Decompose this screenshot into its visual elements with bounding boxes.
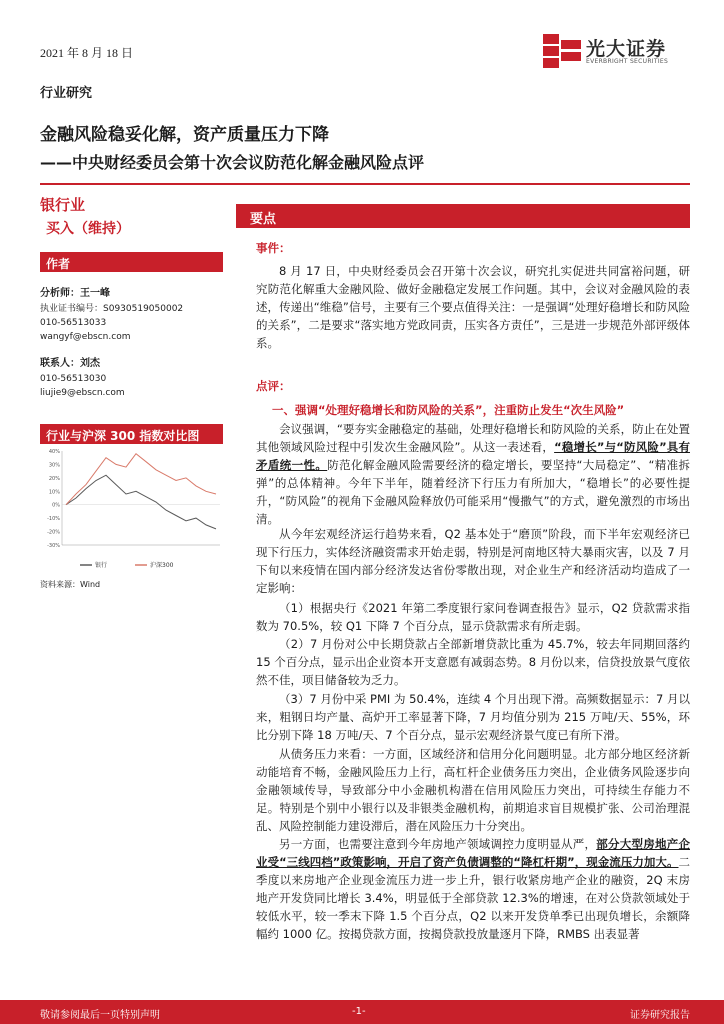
y-tick-label: -20% <box>47 529 60 536</box>
comparison-chart <box>40 445 223 575</box>
p1-text-a: 会议强调，“要夯实金融稳定的基础，处理好稳增长和防风险的关系，防止在处置其他领域风险过程中引发次生金融风险”。从这一表述看， <box>256 422 690 454</box>
series-line-1 <box>66 454 216 505</box>
p1-text-c: 防范化解金融风险需要经济的稳定增长，要坚持“大局稳定”、“精准拆弹”的总体精神。今年下半年，随着经济下行压力有所加大，“稳增长”的必要性提升，“防风险”的视角下金融风险释放仍可能采用“慢撒气”的方式，避免激烈的市场出清。 <box>256 458 691 526</box>
chart-header-label: 行业与沪深 300 指数对比图 <box>46 429 200 443</box>
contact-email[interactable]: liujie9@ebscn.com <box>40 388 125 398</box>
legend-label-0: 银行 <box>95 562 108 569</box>
license-number: 执业证书编号：S0930519050002 <box>40 304 184 314</box>
y-tick-label: 20% <box>48 475 60 482</box>
footer <box>0 1000 724 1024</box>
paragraph-2: 从今年宏观经济运行趋势来看，Q2 基本处于“磨顶”阶段，而下半年宏观经济已现下行压力，实体经济融资需求开始走弱，特别是河南地区特大暴雨灾害，以及 7 月下旬以来疫情在国内部分经济发达省份零散出现，对企业生产和经济活动均造成了一定影响： <box>256 527 690 595</box>
y-tick-label: 40% <box>48 449 60 455</box>
paragraph-1 <box>256 420 690 528</box>
y-tick-label: 0% <box>52 502 60 509</box>
chart-header <box>40 424 223 444</box>
paragraph-7 <box>256 835 690 943</box>
report-title: 金融风险稳妥化解，资产质量压力下降 <box>40 125 329 145</box>
points-header <box>236 204 690 228</box>
footer-report-type: 证券研究报告 <box>630 1010 690 1021</box>
logo-mark-icon <box>543 34 581 68</box>
series-line-0 <box>66 475 216 529</box>
p7-text-a: 另一方面，也需要注意到今年房地产领域调控力度明显从严， <box>279 837 597 851</box>
event-label: 事件： <box>256 241 291 255</box>
analyst-email[interactable]: wangyf@ebscn.com <box>40 332 131 342</box>
title-divider <box>40 183 690 185</box>
analyst-name: 分析师：王一峰 <box>40 288 110 299</box>
event-paragraph: 8 月 17 日，中央财经委员会召开第十次会议，研究扎实促进共同富裕问题，研究防范化解重大金融风险、做好金融稳定发展工作问题。其中，会议对金融风险的表述，传递出“维稳”信号，主要有三个要点值得关注：一是强调“处理好稳增长和防风险的关系”，二是要求“落实地方党政同责，压实各方责任”，三是进一步规范外部评级体系。 <box>256 264 690 350</box>
point-one-heading: 一、强调“处理好稳增长和防风险的关系”，注重防止发生“次生风险” <box>272 403 625 417</box>
points-header-label: 要点 <box>250 212 277 227</box>
section-label: 行业研究 <box>40 86 93 101</box>
rating: 买入（维持） <box>46 221 130 237</box>
author-header <box>40 252 223 272</box>
comment-label: 点评： <box>256 379 291 393</box>
chart-source: 资料来源：Wind <box>40 580 101 589</box>
paragraph-3: （1）根据央行《2021 年第二季度银行家问卷调查报告》显示，Q2 贷款需求指数为 70.5%，较 Q1 下降 7 个百分点，显示贷款需求有所走弱。 <box>256 601 690 633</box>
y-tick-label: 30% <box>48 462 60 469</box>
analyst-phone: 010-56513033 <box>40 318 107 328</box>
p7-text-c: 二季度以来房地产企业现金流压力进一步上升，银行收紧房地产企业的融资，2Q 末房地产开发贷同比增长 3.4%，明显低于全部贷款 12.3%的增速，在对公贷款领域处于较低水平，较一季末下降 1.5 个百分点，Q2 以来开发贷单季已出现负增长，余额降幅约 1000 亿。按揭贷款方面，按揭贷款投放量逐月下降，RMBS 出表显著 <box>256 855 690 941</box>
report-subtitle: ——中央财经委员会第十次会议防范化解金融风险点评 <box>40 153 425 172</box>
page-number: -1- <box>352 1006 366 1017</box>
brand-name: 光大证券 <box>586 38 667 60</box>
paragraph-5: （3）7 月份中采 PMI 为 50.4%，连续 4 个月出现下滑。高频数据显示：7 月以来，粗钢日均产量、高炉开工率显著下降，7 月均值分别为 215 万吨/天、55%，环比分别下降 18 万吨/天、7 个百分点，显示宏观经济景气度已有所下滑。 <box>256 692 690 742</box>
legend-label-1: 沪深300 <box>150 562 174 569</box>
y-tick-label: -30% <box>47 543 60 549</box>
p7-emphasis: 部分大型房地产企业受“三线四档”政策影响，开启了资产负债调整的“降杠杆期”，现金流压力加大。 <box>256 837 690 869</box>
paragraph-6: 从债务压力来看：一方面，区域经济和信用分化问题明显。北方部分地区经济新动能培育不畅，金融风险压力上行，高杠杆企业债务压力突出，企业债务风险逐步向金融领域传导，导致部分中小金融机构潜在信用风险压力突出，可持续生存能力不足。特别是个别中小银行以及非银类金融机构，前期追求盲目规模扩张、公司治理混乱、风险控制能力建设滞后，潜在风险压力十分突出。 <box>256 747 690 833</box>
industry-name: 银行业 <box>40 196 86 214</box>
p1-emphasis: “稳增长”与“防风险”具有矛盾统一性。 <box>256 440 690 472</box>
report-date: 2021 年 8 月 18 日 <box>40 46 134 60</box>
paragraph-4: （2）7 月份对公中长期贷款占全部新增贷款比重为 45.7%，较去年同期回落约 15 个百分点，显示出企业资本开支意愿有减弱态势。8 月份以来，信贷投放景气度依然不佳，项目储备较为乏力。 <box>256 637 690 687</box>
author-header-label: 作者 <box>46 257 71 271</box>
footer-disclaimer[interactable]: 敬请参阅最后一页特别声明 <box>40 1010 160 1021</box>
y-tick-label: -10% <box>47 516 60 523</box>
contact-phone: 010-56513030 <box>40 374 107 384</box>
contact-name: 联系人：刘杰 <box>40 358 100 369</box>
y-tick-label: 10% <box>48 489 60 496</box>
brand-name-en: EVERBRIGHT SECURITIES <box>586 58 669 65</box>
